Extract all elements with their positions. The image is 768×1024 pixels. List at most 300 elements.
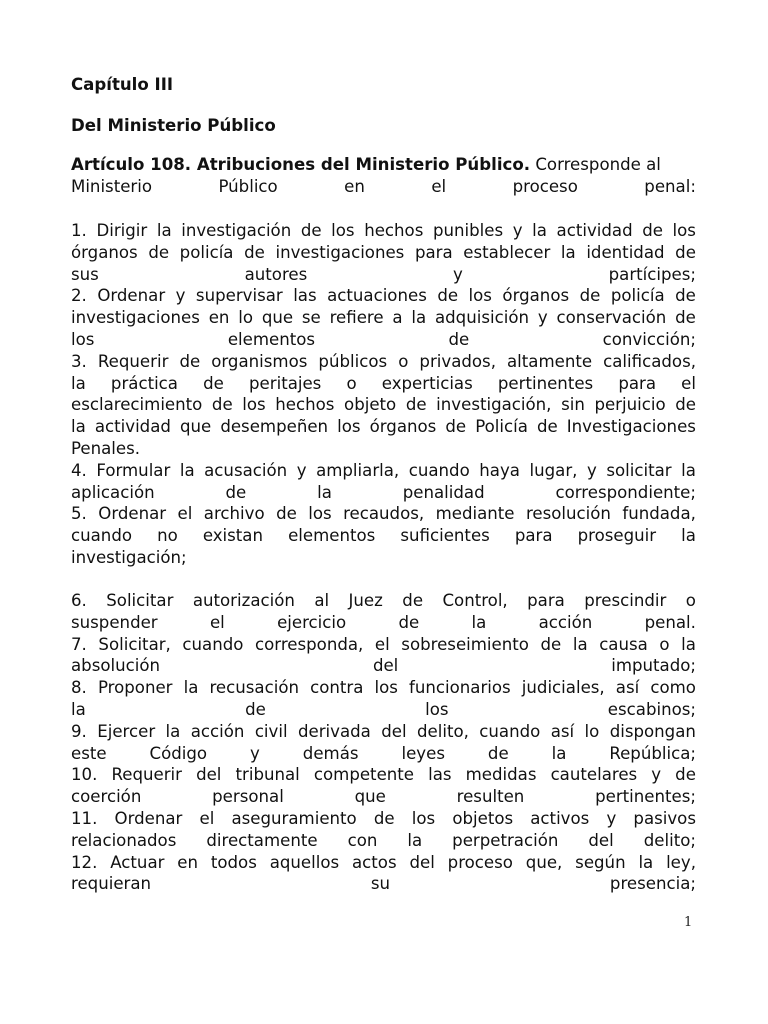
word: objeto [344,395,397,415]
word: o [398,351,409,371]
justified-line [71,786,696,808]
word: la [560,242,576,262]
article-heading: Artículo 108. Atribuciones del Ministerio Público. [71,155,531,174]
text-line: Penales. [71,438,141,458]
word: penalidad [402,482,485,502]
word: fundada, [622,504,696,524]
word: Proponer [97,678,173,698]
text-line [71,677,696,699]
text-line [71,612,696,634]
word: de [437,286,459,306]
text-line [71,786,696,808]
text-line [71,503,696,525]
justified-line [71,873,696,895]
word: así [615,678,640,698]
word: todos [210,852,257,872]
word: de [398,612,420,632]
text-line [71,743,696,765]
word: los [411,808,436,828]
word: investigación, [436,395,552,415]
word: la [165,721,181,741]
word: establecer [463,242,551,262]
word: órganos [71,242,138,262]
justified-line [71,373,696,395]
word: correspondiente; [555,482,696,502]
word: 4. [71,460,87,480]
word: los [425,699,449,719]
word: actividad [94,417,171,437]
word: en [177,852,199,872]
word: Requerir [97,351,169,371]
article-intro-tail: Corresponde al [535,155,661,174]
word: que, [525,852,563,872]
word: del [381,721,407,741]
word: civil [254,721,288,741]
text-line [71,460,696,482]
word: personal [212,787,284,807]
text-line [71,285,696,307]
text-line [71,264,696,286]
word: cuando [182,634,244,654]
word: lo [238,308,254,328]
word: elementos [288,526,376,546]
word: aseguramiento [231,808,357,828]
attributions-list-2 [71,590,696,895]
word: desempeñen [220,417,329,437]
word: haya [479,460,520,480]
word: relacionados [71,830,177,850]
word: la [407,830,423,850]
word: adquisición [434,308,529,328]
word: acción [190,721,245,741]
justified-line [71,612,696,634]
word: y [651,765,662,785]
word: recusación [209,678,299,698]
word: demás [302,743,359,763]
word: perjuicio [594,395,666,415]
justified-line [71,677,696,699]
word: suficientes [400,526,490,546]
word: hechos [364,221,424,240]
word: y [606,808,617,828]
word: proceso [512,176,578,196]
word: Código [149,743,208,763]
word: delito, [417,721,469,741]
word: de [148,242,170,262]
word: el [431,176,447,196]
word: autores [244,264,308,284]
text-line [71,590,696,612]
word: suspender [71,612,158,632]
word: Juez [348,591,383,610]
justified-line [71,655,696,677]
word: Dirigir [96,221,148,240]
word: de [402,591,424,610]
word: corresponda, [255,634,364,654]
text-line [71,482,696,504]
word: este [71,743,107,763]
word: ejercicio [277,612,347,632]
word: acusación [204,460,288,480]
word: de [203,373,224,393]
word: Ordenar [114,808,183,828]
word: y [586,460,597,480]
word: Ordenar [97,286,166,306]
text-line [71,220,696,242]
word: de [536,417,558,437]
word: de [579,286,601,306]
text-line [71,525,696,547]
word: públicos [318,351,388,371]
word: o [685,591,696,610]
word: sin [561,395,585,415]
justified-line [71,503,696,525]
text-line [71,830,696,852]
justified-line [71,525,696,547]
text-line [71,808,696,830]
word: la [71,699,86,719]
word: o [346,373,357,393]
justified-line [71,394,696,416]
word: Solicitar, [98,634,171,654]
word: convicción; [602,329,696,349]
word: en [344,176,365,196]
word: de [245,699,266,719]
text-line [71,873,696,895]
word: perpetración [452,830,559,850]
justified-line [71,329,696,351]
word: privados, [419,351,496,371]
word: la [71,373,86,393]
word: causa [599,634,648,654]
word: 10. [71,765,98,785]
word: el [177,504,193,524]
word: los [468,286,492,306]
word: proseguir [577,526,657,546]
word: de [487,743,509,763]
article-intro-line [71,176,696,198]
word: conservación [556,308,667,328]
word: penal. [644,612,696,632]
word: actuaciones [327,286,427,306]
word: punibles [432,221,504,240]
word: los [337,417,361,437]
word: judiciales, [521,678,605,698]
word: cautelares [550,765,638,785]
word: altamente [507,351,593,371]
word: la [156,221,172,240]
word: resulten [456,787,525,807]
word: pasivos [633,808,696,828]
word: actos [352,852,397,872]
word: del [196,765,222,785]
justified-line [71,830,696,852]
attributions-list-1 [71,220,696,569]
word: lo [584,721,600,741]
word: Ordenar [98,504,167,524]
word: el [374,634,390,654]
word: la [638,852,654,872]
word: absolución [71,656,161,676]
word: investigaciones [71,308,200,328]
word: la [71,417,86,437]
word: autorización [192,591,295,610]
word: la [681,634,696,654]
word: de [675,308,696,328]
word: organismos [211,351,308,371]
justified-line [71,264,696,286]
word: o [659,634,670,654]
word: órganos [369,417,437,437]
word: para [527,591,565,610]
word: y [250,743,260,763]
word: acción [538,612,593,632]
justified-line [71,307,696,329]
justified-line [71,285,696,307]
word: 1. [71,221,87,240]
word: órganos [502,286,570,306]
word: sobreseimiento [401,634,529,654]
word: pertinentes [497,373,594,393]
word: para [414,242,453,262]
word: 2. [71,286,87,306]
word: del [409,852,435,872]
word: investigaciones [275,242,405,262]
word: aplicación [71,482,155,502]
justified-line [71,176,696,198]
word: de [179,351,201,371]
justified-line [71,590,696,612]
word: coerción [71,787,142,807]
word: los [242,395,266,415]
justified-line [71,351,696,373]
word: la [681,526,696,546]
word: los [308,504,332,524]
word: y [175,286,186,306]
word: cuando [408,460,470,480]
word: competente [313,765,415,785]
text-line [71,329,696,351]
word: resolución [525,504,611,524]
word: 3. [71,351,87,371]
word: 12. [71,852,98,872]
word: derivada [297,721,371,741]
word: la [572,634,588,654]
word: de [448,329,470,349]
word: cuando [479,721,541,741]
word: la [551,743,567,763]
word: peritajes [249,373,322,393]
word: las [293,286,317,306]
word: los [374,678,398,698]
article-intro [71,154,696,198]
word: la [411,308,427,328]
word: 8. [71,678,87,698]
word: a [392,308,403,328]
word: ampliarla, [316,460,400,480]
word: la [471,612,487,632]
word: leyes [401,743,445,763]
text-line [71,852,696,874]
word: los [672,221,696,240]
word: tribunal [235,765,300,785]
justified-line [71,743,696,765]
word: la [317,482,332,502]
word: de [642,221,663,240]
word: 6. [71,591,87,610]
word: la [183,678,199,698]
justified-line [71,460,696,482]
word: 9. [71,721,87,741]
word: archivo [203,504,265,524]
word: investigación [181,221,292,240]
justified-line [71,242,696,264]
text-line [71,416,696,438]
word: Solicitar [106,591,174,610]
text-line [71,307,696,329]
word: activos [530,808,590,828]
word: de [225,482,247,502]
word: aquellos [269,852,340,872]
text-line [71,721,696,743]
word: requieran [71,874,152,894]
word: la [532,221,547,240]
word: policía [610,286,665,306]
justified-line [71,699,696,721]
text-line [71,351,696,373]
word: como [650,678,696,698]
word: solicitar [606,460,672,480]
word: sus [71,264,99,284]
word: de [675,765,696,785]
word: los [331,221,355,240]
word: 11. [71,808,98,828]
word: las [428,765,452,785]
word: escabinos; [607,699,696,719]
word: existan [202,526,263,546]
word: imputado; [611,656,696,676]
word: de [211,395,233,415]
word: presencia; [609,874,696,894]
word: que [354,787,386,807]
text-line [71,394,696,416]
word: supervisar [195,286,283,306]
word: experticias [381,373,473,393]
word: de [675,395,696,415]
word: la [681,460,696,480]
word: de [244,242,265,262]
word: actividad [556,221,633,240]
word: Ejercer [97,721,156,741]
word: de [300,221,322,240]
word: delito; [643,830,696,850]
text-line [71,655,696,677]
word: partícipes; [608,264,696,284]
word: el [209,612,225,632]
word: y [296,460,307,480]
word: esclarecimiento [71,395,203,415]
justified-line [71,764,696,786]
word: de [445,417,467,437]
word: Control, [442,591,508,610]
word: calificados, [603,351,696,371]
text-line [71,699,696,721]
word: del [588,830,614,850]
word: práctica [110,373,178,393]
word: el [199,808,215,828]
word: directamente [206,830,318,850]
word: Policía [475,417,528,437]
word: de [405,395,427,415]
justified-line [71,721,696,743]
word: su [370,874,391,894]
word: prescindir [584,591,667,610]
word: Público [218,176,278,196]
word: elementos [227,329,316,349]
word: medidas [465,765,537,785]
page-number: 1 [684,915,693,930]
word: proceso [447,852,513,872]
word: en [208,308,230,328]
justified-line [71,482,696,504]
word: República; [609,743,696,763]
section-title: Del Ministerio Público [71,116,276,135]
word: recaudos, [343,504,425,524]
word: la [179,460,195,480]
word: Formular [96,460,171,480]
text-line [71,242,696,264]
word: que [261,308,294,328]
word: del [372,656,399,676]
word: de [675,242,696,262]
word: cuando [71,526,133,546]
word: ley, [666,852,696,872]
justified-line [71,852,696,874]
word: identidad [586,242,665,262]
word: pertinentes; [595,787,696,807]
word: así [550,721,575,741]
word: para [618,373,657,393]
word: refiere [329,308,384,328]
justified-line [71,220,696,242]
word: los [71,329,95,349]
word: y [512,221,523,240]
word: no [157,526,178,546]
word: Investigaciones [566,417,696,437]
word: con [347,830,378,850]
word: según [575,852,626,872]
chapter-title: Capítulo III [71,75,174,94]
word: se [301,308,321,328]
word: contra [310,678,364,698]
word: penal: [644,176,696,196]
word: Requerir [111,765,182,785]
word: 5. [71,504,87,524]
word: policía [179,242,234,262]
word: objetos [452,808,514,828]
text-line [71,634,696,656]
word: al [314,591,330,610]
text-line [71,764,696,786]
word: dispongan [609,721,696,741]
justified-line [71,634,696,656]
word: de [540,634,562,654]
justified-line [71,416,696,438]
justified-line [71,808,696,830]
word: Actuar [110,852,165,872]
word: para [514,526,553,546]
word: de [675,286,696,306]
